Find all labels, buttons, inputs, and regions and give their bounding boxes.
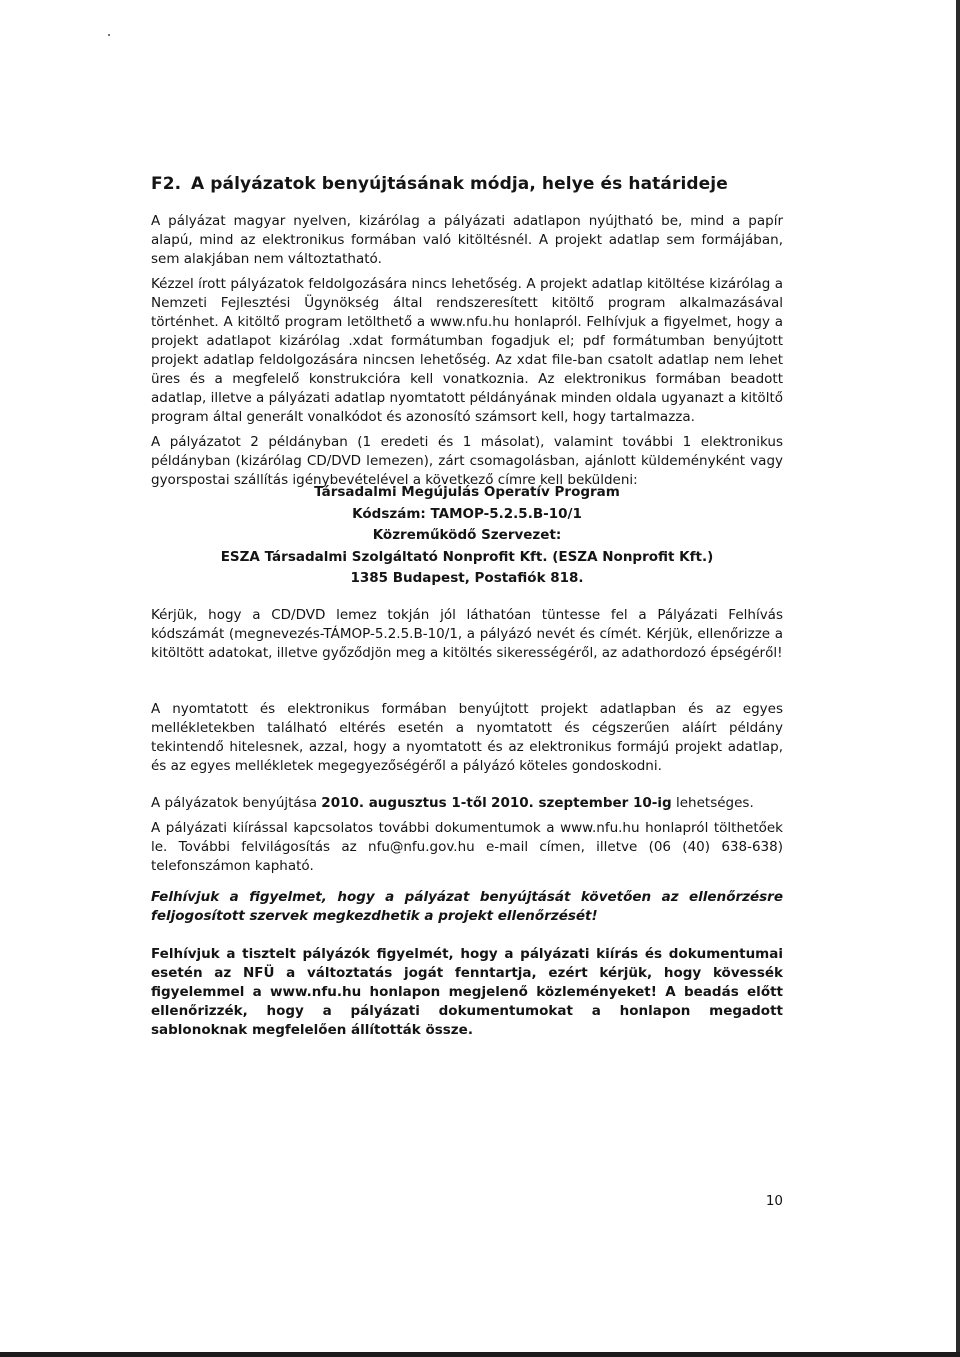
change-notice-text: Felhívjuk a tisztelt pályázók figyelmét, hogy a pályázati kiírás és dokumentumai esetén az NFÜ a változtatás jogát fenntartja, ezért kérjük, hogy kövessék figyelemmel a www.nfu.hu honlapon megjelenő közleményeket! A beadás előtt ellenőrizzék, hogy a pályázati dokumentumokat a honlapon megadott sablonoknak megfelelően állították össze. (151, 946, 783, 1038)
section-number: F2. (151, 174, 182, 194)
scan-speck (108, 34, 110, 36)
inspection-notice-text: Felhívjuk a figyelmet, hogy a pályázat benyújtását követően az ellenőrzésre feljogosított szervek megkezdhetik a projekt ellenőrzését! (151, 889, 783, 924)
paragraph-discrepancy (151, 700, 783, 776)
section-heading (151, 174, 801, 194)
scan-edge-bottom (0, 1352, 960, 1357)
section-title: A pályázatok benyújtásának módja, helye és határideje (191, 174, 728, 194)
mailing-address (151, 482, 783, 590)
scan-edge-right (956, 0, 960, 1357)
deadline-suffix: lehetséges. (671, 795, 754, 811)
deadline-text (151, 794, 783, 813)
paragraph-form-language: A pályázat magyar nyelven, kizárólag a pályázati adatlapon nyújtható be, mind a papír alapú, mind az elektronikus formában való kitöltésnél. A projekt adatlap sem formájában, sem alakjában nem változtatható. (151, 213, 783, 267)
paragraph-change-notice (151, 945, 783, 1040)
paragraph-cd-label (151, 606, 783, 663)
deadline-to: 2010. szeptember 10-ig (491, 795, 672, 811)
submission-rules-block (151, 212, 783, 490)
paragraph-filler-program: Kézzel írott pályázatok feldolgozására nincs lehetőség. A projekt adatlap kitöltése kizárólag a Nemzeti Fejlesztési Ügynökség által rendszeresített kitöltő program alkalmazásával történhet. A kitöltő program letölthető a www.nfu.hu honlapról. Felhívjuk a figyelmet, hogy a projekt adatlapot kizárólag .xdat formátumban fogadjuk el; pdf formátumban benyújtott projekt adatlap feldolgozására nincsen lehetőség. Az xdat file-ban csatolt adatlap nem lehet üres és a megfelelő konstrukcióra kell vonatkoznia. Az elektronikus formában beadott adatlap, illetve a pályázati adatlap nyomtatott példányának minden oldala ugyanazt a kitöltő program által generált vonalkódot és azonosító számsort kell, hogy tartalmazza. (151, 276, 783, 425)
address-org-label: Közreműködő Szervezet: (372, 527, 562, 543)
paragraph-copies: A pályázatot 2 példányban (1 eredeti és 1 másolat), valamint további 1 elektronikus példányban (kizárólag CD/DVD lemezen), zárt csomagolásban, ajánlott küldeményként vagy gyorspostai szállítás igénybevételével a következő címre kell beküldeni: (151, 434, 783, 488)
paragraph-deadline (151, 794, 783, 876)
discrepancy-text: A nyomtatott és elektronikus formában benyújtott projekt adatlapban és az egyes mellékletekben található eltérés esetén a nyomtatott és cégszerűen aláírt példány tekintendő hitelesnek, azzal, hogy a nyomtatott és az elektronikus formájú projekt adatlap, és az egyes mellékletek megegyezőségéről a pályázó köteles gondoskodni. (151, 701, 783, 774)
paragraph-inspection-notice (151, 888, 783, 926)
address-program: Társadalmi Megújulás Operatív Program (314, 484, 620, 500)
address-org-name: ESZA Társadalmi Szolgáltató Nonprofit Kft. (ESZA Nonprofit Kft.) (220, 548, 714, 565)
deadline-prefix: A pályázatok benyújtása (151, 795, 322, 811)
contact-text: A pályázati kiírással kapcsolatos további dokumentumok a www.nfu.hu honlapról tölthetőek le. További felvilágosítás az nfu@nfu.gov.hu e-mail címen, illetve (06 (40) 638-638) telefonszámon kapható. (151, 820, 783, 874)
cd-label-text: Kérjük, hogy a CD/DVD lemez tokján jól láthatóan tüntesse fel a Pályázati Felhívás kódszámát (megnevezés-TÁMOP-5.2.5.B-10/1, a pályázó nevét és címét. Kérjük, ellenőrizze a kitöltött adatokat, illetve győződjön meg a kitöltés sikerességéről, az adathordozó épségéről! (151, 607, 783, 661)
address-code: Kódszám: TAMOP-5.2.5.B-10/1 (352, 505, 582, 522)
page-number: 10 (765, 1193, 783, 1209)
deadline-from: 2010. augusztus 1-től (321, 795, 487, 811)
address-postal: 1385 Budapest, Postafiók 818. (350, 570, 584, 586)
